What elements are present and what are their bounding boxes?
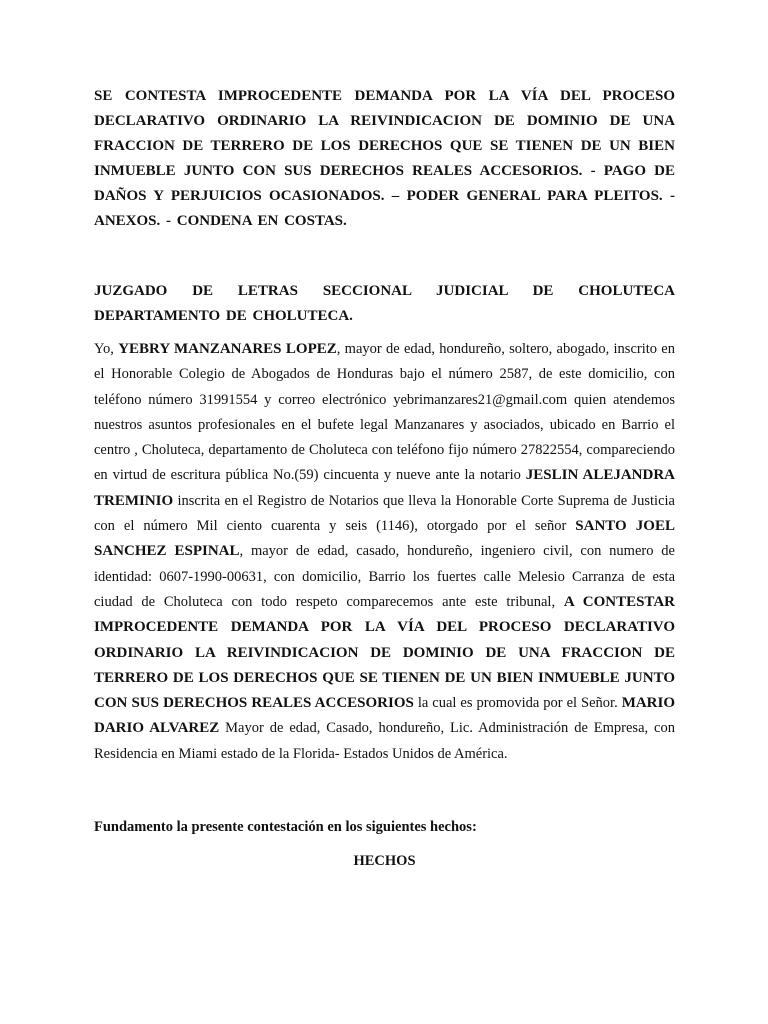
grantor-name: SANTO JOEL SANCHEZ ESPINAL — [94, 518, 675, 560]
plaintiff-name: MARIO DARIO ALVAREZ — [94, 695, 676, 737]
body-text-1: Yo, — [94, 341, 119, 357]
body-text-2: , mayor de edad, hondureño, soltero, abogado, inscrito en el Honorable Colegio de Abogados de Honduras bajo el número 2587, de este domicilio, con teléfono número 31991554 y correo electrónico yebrimanzares21@gmail.com quien atendemos nuestros asuntos profesionales en el bufete legal Manzanares y asociados, ubicado en Barrio el centro , Choluteca, departamento de Choluteca con teléfono fijo número 27822554, compareciendo en virtud de escritura pública No.(59) cincuenta y nueve ante la notario — [94, 341, 675, 484]
body-text-5: la cual es promovida por el Señor. — [413, 695, 622, 712]
body-text-6: Mayor de edad, Casado, hondureño, Lic. Administración de Empresa, con Residencia en Miami estado de la Florida- Estados Unidos de América. — [94, 720, 675, 762]
foundation-statement: Fundamento la presente contestación en los siguientes hechos: — [94, 819, 477, 836]
section-heading-hechos: HECHOS — [353, 853, 416, 870]
body-text-4: , mayor de edad, casado, hondureño, ingeniero civil, con numero de identidad: 0607-1990-00631, con domicilio, Barrio los fuertes calle Melesio Carranza de esta ciudad de Choluteca con todo respeto comparecemos ante este tribunal, — [94, 543, 675, 610]
request-statement: A CONTESTAR IMPROCEDENTE DEMANDA POR LA VÍA DEL PROCESO DECLARATIVO ORDINARIO LA REIVINDICACION DE DOMINIO DE UNA FRACCION DE TERRERO DE LOS DERECHOS QUE SE TIENEN DE UN BIEN INMUEBLE JUNTO CON SUS DERECHOS REALES ACCESORIOS — [94, 593, 675, 712]
body-text-3: inscrita en el Registro de Notarios que lleva la Honorable Corte Suprema de Justicia con el número Mil ciento cuarenta y seis (1146), otorgado por el señor — [94, 492, 675, 535]
body-paragraph — [94, 337, 675, 767]
document-page — [94, 84, 675, 871]
court-name: JUZGADO DE LETRAS SECCIONAL JUDICIAL DE CHOLUTECA DEPARTAMENTO DE CHOLUTECA. — [94, 283, 675, 324]
notary-name: JESLIN ALEJANDRA TREMINIO — [94, 467, 676, 509]
document-title: SE CONTESTA IMPROCEDENTE DEMANDA POR LA VÍA DEL PROCESO DECLARATIVO ORDINARIO LA REIVINDICACION DE DOMINIO DE UNA FRACCION DE TERRERO DE LOS DERECHOS QUE SE TIENEN DE UN BIEN INMUEBLE JUNTO CON SUS DERECHOS REALES ACCESORIOS. - PAGO DE DAÑOS Y PERJUICIOS OCASIONADOS. – PODER GENERAL PARA PLEITOS. - ANEXOS. - CONDENA EN COSTAS. — [94, 88, 675, 229]
attorney-name: YEBRY MANZANARES LOPEZ — [118, 341, 337, 357]
